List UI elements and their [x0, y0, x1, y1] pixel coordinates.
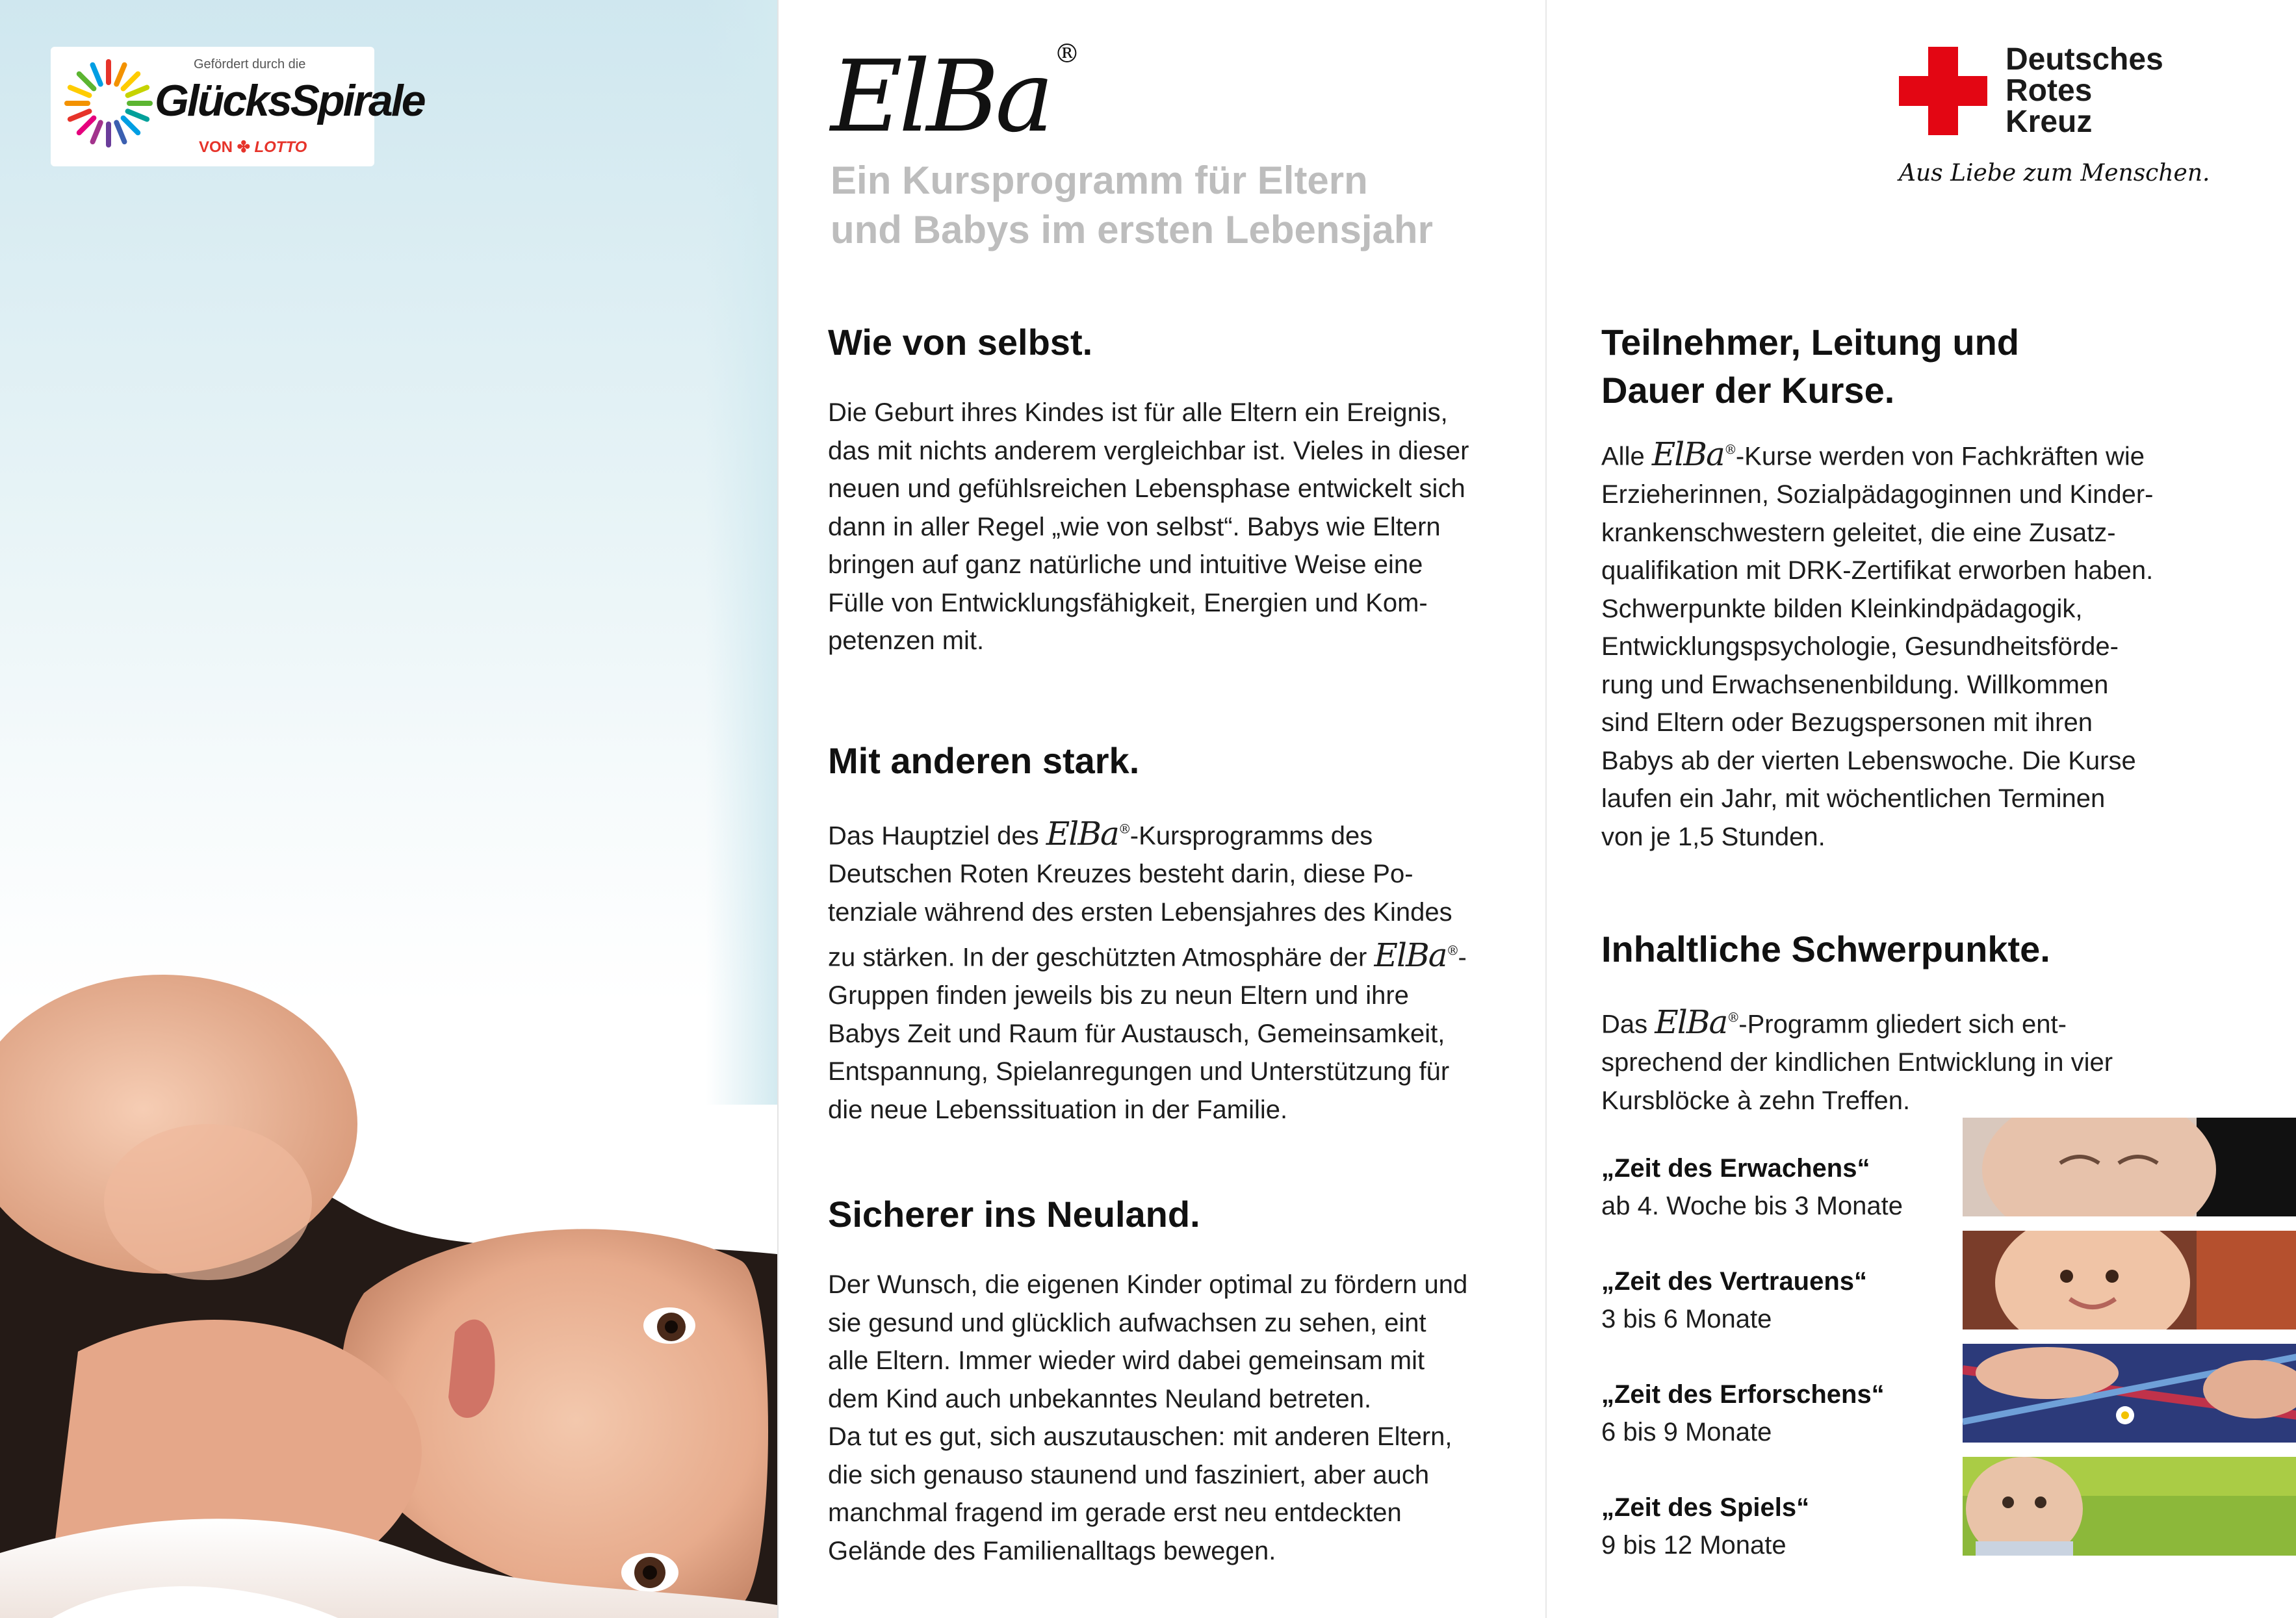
section-body-teilnehmer — [1601, 430, 2154, 856]
text-line — [1601, 998, 2113, 1044]
details-panel — [1545, 0, 2296, 1618]
text-line: die neue Lebenssituation in der Familie. — [828, 1095, 1288, 1124]
drk-line: Rotes — [2006, 73, 2093, 108]
text-line: Fülle von Entwicklungsfähigkeit, Energien und Kom- — [828, 588, 1428, 617]
block-age: 9 bis 12 Monate — [1601, 1531, 1786, 1560]
text-line: sind Eltern oder Bezugspersonen mit ihren — [1601, 708, 2093, 738]
photo-erforschens — [1963, 1344, 2296, 1443]
block-age: 6 bis 9 Monate — [1601, 1418, 1772, 1446]
drk-wordmark — [2006, 44, 2163, 138]
text-span: -Kurse werden von Fachkräften wie — [1735, 442, 2145, 471]
registered-mark: ® — [1723, 441, 1736, 457]
text-span: -Kursprogramms des — [1129, 821, 1373, 851]
red-cross-icon — [1899, 47, 1987, 135]
text-line: Babys ab der vierten Lebenswoche. Die Kurse — [1601, 746, 2136, 775]
text-line: das mit nichts anderem vergleichbar ist. Vieles in dieser — [828, 436, 1469, 465]
elba-inline-text: ElBa — [1651, 435, 1724, 473]
text-line: laufen ein Jahr, mit wöchentlichen Terminen — [1601, 784, 2106, 814]
text-line: dem Kind auch unbekanntes Neuland betreten. — [828, 1384, 1372, 1413]
text-line: Deutschen Roten Kreuzes besteht darin, diese Po- — [828, 860, 1413, 889]
section-title-mit: Mit anderen stark. — [828, 740, 1140, 781]
elba-inline-logo — [1046, 815, 1130, 853]
sponsor-caption: Gefördert durch die — [194, 57, 306, 71]
text-span: -Programm gliedert sich ent- — [1738, 1010, 2067, 1039]
registered-mark: ® — [1118, 821, 1130, 836]
sponsor-lotto: LOTTO — [254, 138, 307, 156]
text-line — [828, 810, 1467, 855]
text-span: Das — [1601, 1010, 1655, 1039]
text-line: Der Wunsch, die eigenen Kinder optimal zu fördern und — [828, 1270, 1468, 1299]
section-body-inhalt — [1601, 998, 2113, 1120]
drk-line: Deutsches — [2006, 42, 2163, 77]
text-line: tenziale während des ersten Lebensjahres des Kindes — [828, 897, 1452, 927]
subtitle — [831, 156, 1433, 255]
drk-slogan: Aus Liebe zum Menschen. — [1899, 160, 2210, 186]
text-line: alle Eltern. Immer wieder wird dabei gemeinsam mit — [828, 1346, 1425, 1375]
block-age: 3 bis 6 Monate — [1601, 1305, 1772, 1333]
text-span: Alle — [1601, 442, 1652, 471]
text-line: petenzen mit. — [828, 626, 985, 655]
text-line: Schwerpunkte bilden Kleinkindpädagogik, — [1601, 594, 2083, 623]
subtitle-line: Ein Kursprogramm für Eltern — [831, 159, 1368, 202]
text-line: Die Geburt ihres Kindes ist für alle Eltern ein Ereignis, — [828, 398, 1448, 427]
text-line: rung und Erwachsenenbildung. Willkommen — [1601, 670, 2109, 699]
registered-mark: ® — [1446, 942, 1458, 958]
photo-erwachens — [1963, 1118, 2296, 1216]
section-title-sicherer: Sicherer ins Neuland. — [828, 1194, 1200, 1235]
elba-logo — [831, 39, 1076, 154]
elba-inline-logo — [1652, 435, 1736, 473]
text-line: krankenschwestern geleitet, die eine Zusatz- — [1601, 518, 2116, 547]
text-line: Entspannung, Spielanregungen und Unterstützung für — [828, 1057, 1450, 1086]
registered-mark: ® — [1053, 39, 1076, 69]
clover-icon: ✤ — [237, 138, 250, 156]
section-body-sicherer — [828, 1266, 1467, 1570]
elba-inline-text: ElBa — [1655, 1003, 1727, 1041]
text-line — [1601, 430, 2154, 476]
mother-baby-photo — [0, 929, 777, 1618]
section-title-inhalt: Inhaltliche Schwerpunkte. — [1601, 929, 2050, 970]
text-span: Das Hauptziel des — [828, 821, 1046, 851]
block-title: „Zeit des Vertrauens“ — [1601, 1267, 1868, 1296]
text-line: die sich genauso staunend und fasziniert, aber auch — [828, 1460, 1430, 1489]
text-line: bringen auf ganz natürliche und intuitive Weise eine — [828, 550, 1423, 579]
elba-inline-text: ElBa — [1046, 814, 1118, 853]
photo-vertrauens — [1963, 1231, 2296, 1329]
title-line: Teilnehmer, Leitung und — [1601, 322, 2019, 363]
section-body-mit — [828, 810, 1467, 1129]
section-title-teilnehmer — [1601, 318, 2019, 415]
block-age: ab 4. Woche bis 3 Monate — [1601, 1192, 1903, 1220]
text-line: Babys Zeit und Raum für Austausch, Gemeinsamkeit, — [828, 1019, 1445, 1048]
text-line: neuen und gefühlsreichen Lebensphase entwickelt sich — [828, 474, 1465, 503]
cover-panel — [0, 0, 777, 1618]
text-span: - — [1458, 943, 1467, 972]
text-line: Entwicklungspsychologie, Gesundheitsförde- — [1601, 632, 2119, 661]
text-line — [828, 931, 1467, 977]
text-line: Gruppen finden jeweils bis zu neun Eltern und ihre — [828, 981, 1409, 1010]
drk-line: Kreuz — [2006, 105, 2093, 139]
sponsor-von — [199, 138, 307, 157]
elba-inline-logo — [1374, 936, 1458, 974]
sponsor-name: GlücksSpirale — [155, 76, 424, 125]
section-body-wie — [828, 394, 1469, 660]
gluecksspirale-logo — [51, 47, 424, 166]
title-line: Dauer der Kurse. — [1601, 370, 1895, 411]
intro-panel — [777, 0, 1545, 1618]
text-line: sie gesund und glücklich aufwachsen zu sehen, eint — [828, 1308, 1426, 1337]
text-line: qualifikation mit DRK-Zertifikat erworben haben. — [1601, 556, 2154, 585]
photo-spiels — [1963, 1457, 2296, 1556]
elba-inline-logo — [1655, 1003, 1738, 1041]
text-line: Erzieherinnen, Sozialpädagoginnen und Kinder- — [1601, 480, 2154, 509]
subtitle-line: und Babys im ersten Lebensjahr — [831, 208, 1433, 251]
block-title: „Zeit des Erforschens“ — [1601, 1380, 1885, 1409]
text-line: Da tut es gut, sich auszutauschen: mit anderen Eltern, — [828, 1422, 1452, 1451]
text-line: manchmal fragend im gerade erst neu entdeckten — [828, 1498, 1402, 1527]
section-title-wie: Wie von selbst. — [828, 322, 1093, 363]
registered-mark: ® — [1727, 1009, 1739, 1025]
spiral-icon — [60, 55, 157, 152]
text-line: von je 1,5 Stunden. — [1601, 822, 1825, 851]
elba-inline-text: ElBa — [1374, 936, 1447, 974]
text-line: sprechend der kindlichen Entwicklung in vier — [1601, 1048, 2113, 1077]
block-title: „Zeit des Spiels“ — [1601, 1493, 1810, 1522]
text-line: dann in aller Regel „wie von selbst“. Babys wie Eltern — [828, 512, 1441, 541]
sponsor-von-label: VON — [199, 138, 233, 156]
text-span: zu stärken. In der geschützten Atmosphäre der — [828, 943, 1374, 972]
text-line: Gelände des Familienalltags bewegen. — [828, 1536, 1276, 1565]
elba-logo-text: ElBa — [831, 39, 1050, 154]
block-title: „Zeit des Erwachens“ — [1601, 1154, 1870, 1183]
text-line: Kursblöcke à zehn Treffen. — [1601, 1086, 1911, 1115]
